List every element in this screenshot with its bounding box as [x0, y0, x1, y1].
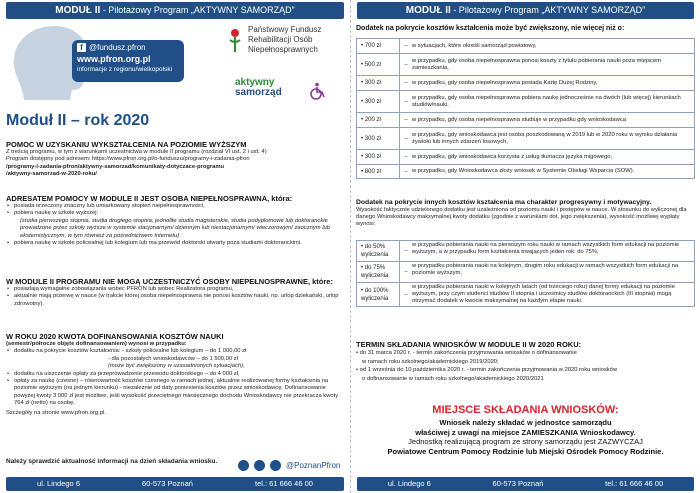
miejsce-line: Jednostką realizującą program ze strony samorządu jest ZAZWYCZAJ	[408, 437, 643, 446]
deadline-section	[356, 340, 695, 383]
amount-desc: w przypadku, gdy wnioskodawca korzysta z usług tłumacza języka migowego,	[412, 153, 613, 160]
program-label: - Pilotażowy Program „AKTYWNY SAMORZĄD”	[102, 5, 295, 15]
section-text-line[interactable]: /aktywny-samorzad-w-2020-roku/	[6, 171, 97, 178]
section-title: W ROKU 2020 KWOTA DOFINANSOWANIA KOSZTÓW NAUKI	[6, 332, 224, 341]
list-item: • dodatku na pokrycie kosztów kształcenia: - szkoły policealne lub kolegium – do 1 000,00 zł	[6, 348, 346, 355]
section-title: ADRESATEM POMOCY W MODULE II JEST OSOBA NIEPEŁNOSPRAWNA, która:	[6, 194, 293, 203]
pfron-logo-icon	[228, 28, 242, 54]
section-subtitle: (semestr/półrocze objęte dofinansowaniem) wynosi w przypadku:	[6, 341, 187, 347]
miejsce-line: właściwej z uwagi na miejsce ZAMIESZKANIA Wnioskodawcy.	[415, 427, 636, 437]
right-header-bar	[357, 2, 694, 19]
section-excluded	[6, 277, 346, 308]
module-label: MODUŁ II	[405, 5, 451, 16]
amount-desc: w przypadku, gdy Wnioskodawca złoży wniosek w Systemie Obsługi Wsparcia (SOW).	[412, 168, 635, 175]
dash: –	[404, 269, 408, 275]
table-row	[356, 90, 695, 112]
list-subitem: - dla pozostałych wnioskodawców – do 1 500,00 zł	[108, 355, 238, 362]
logo-word-samorzad: samorząd	[235, 87, 282, 98]
footer-street: ul. Lindego 6	[387, 479, 431, 488]
program-label: - Pilotażowy Program „AKTYWNY SAMORZĄD”	[453, 5, 646, 15]
facebook-icon[interactable]	[238, 460, 249, 471]
amount-desc: w sytuacjach, które określi samorząd powiatowy,	[412, 42, 537, 49]
dash: –	[404, 80, 408, 86]
deadline-title: TERMIN SKŁADANIA WNIOSKÓW W MODULE II W 2020 ROKU:	[356, 340, 582, 349]
footer-city: 60-573 Poznań	[142, 479, 193, 488]
contact-infobox	[72, 40, 184, 82]
page-title: Moduł II – rok 2020	[6, 112, 150, 129]
section-text-line: Z treścią programu, w tym z warunkami uczestnictwa w module II programu (rozdział VI ust. 2 i ust. 4)	[6, 149, 267, 155]
list-item: • dodatku na uiszczenie opłaty za przeprowadzenie przewodu doktorskiego – do 4 000 zł,	[6, 371, 346, 378]
pct-value: • do 50% wyliczenia	[357, 241, 400, 261]
deadline-text: od 1 września do 10 października 2020 r. - termin zakończenia przyjmowania w 2020 roku wniosków	[359, 367, 618, 373]
pct-desc: w przypadku pobierania nauki w kolejnych latach (od trzeciego roku) danej formy edukacji na poziomie wyższym, przy czym studenci studiów II stopnia i uczestnicy studiów doktoranckich (III stopnia) mogą otrzymać dodatek w kwocie maksymalnej na każdym etapie nauki.	[412, 284, 675, 304]
miejsce-line: Wniosek należy składać w jednostce samorządu	[439, 418, 612, 427]
table-row	[356, 261, 695, 282]
instagram-icon[interactable]	[270, 460, 281, 471]
footer-phone: tel.: 61 666 46 00	[605, 479, 664, 488]
check-info: Należy sprawdzić aktualność informacji na dzień składania wniosku.	[6, 458, 218, 465]
section-text-line[interactable]: Program dostępny pod adresem: https://www.pfron.org.pl/o-funduszu/programy-i-zadania-pfron	[6, 156, 250, 163]
amount-value: • 300 zł	[357, 91, 400, 112]
pfron-line: Rehabilitacji Osób	[248, 35, 313, 44]
miejsce-title: MIEJSCE SKŁADANIA WNIOSKÓW:	[432, 404, 619, 416]
amount-title: Dodatek na pokrycie kosztów kształcenia może być zwiększony, nie więcej niż o:	[356, 25, 625, 32]
section-higher-ed	[6, 140, 346, 179]
right-footer	[357, 477, 694, 491]
pct-desc: w przypadku pobierania nauki na kolejnym, drugim roku edukacji w ramach wszystkich form edukacji na poziomie wyższym,	[412, 263, 679, 276]
dash: –	[404, 154, 408, 160]
region-info: informacje z regionu/wielkopolski	[77, 66, 173, 73]
aktywny-samorzad-logo	[235, 78, 282, 98]
pct-value: • do 100% wyliczenia	[357, 283, 400, 306]
deadline-line: o dofinansowanie w ramach roku szkolnego/akademickiego 2020/2021	[362, 375, 544, 382]
miejsce-line: Powiatowe Centrum Pomocy Rodzinie lub Miejski Ośrodek Pomocy Rodzinie.	[387, 446, 664, 456]
list-item: • aktualnie mają przerwę w nauce (w trakcie której osoba niepełnosprawna nie ponosi kosztów nauki, np. urlop dziekański, urlop zdrowotny).	[6, 293, 346, 308]
social-handle[interactable]: @PoznanPfron	[286, 461, 341, 470]
dash: –	[404, 168, 408, 175]
amount-value: • 500 zł	[357, 54, 400, 75]
amount-desc: w przypadku, gdy osoba niepełnosprawna studiuje w przypadku gdy wnioskodawca	[412, 116, 626, 123]
list-item: • posiadają wymagalne zobowiązania wobec PFRON lub wobec Realizatora programu,	[6, 286, 346, 293]
facebook-icon: f	[77, 43, 86, 52]
amount-desc: w przypadku, gdy osoba niepełnosprawna pobiera naukę jednocześnie na dwóch (lub więcej) kierunkach studiów/nauki,	[412, 94, 681, 108]
footer-street: ul. Lindego 6	[37, 479, 80, 488]
table-row	[356, 53, 695, 75]
left-footer	[6, 477, 344, 491]
pct-title: Dodatek na pokrycie innych kosztów kształcenia ma charakter progresywny i motywacyjny.	[356, 199, 652, 206]
deadline-line: w ramach roku szkolnego/akademickiego 2019/2020;	[362, 358, 499, 365]
dash: –	[404, 135, 408, 142]
list-item: • pobiera naukę w szkole wyższej:	[6, 210, 346, 217]
amount-value: • 300 zł	[357, 128, 400, 149]
miejsce-text	[356, 418, 695, 456]
pct-value: • do 75% wyliczenia	[357, 262, 400, 282]
dash: –	[404, 291, 408, 298]
amount-desc: w przypadku, gdy osoba niepełnosprawna posiada Kartę Dużej Rodziny,	[412, 79, 598, 86]
section-adresat	[6, 194, 346, 247]
social-links	[238, 460, 340, 471]
section-title: POMOC W UZYSKANIU WYKSZTAŁCENIA NA POZIOMIE WYŻSZYM	[6, 140, 247, 149]
amount-desc: w przypadku, gdy wnioskodawca jest osoba poszkodowaną w 2019 lub w 2020 roku w wyniku działania żywiołu lub innych zdarzeń losowych,	[412, 131, 678, 145]
dash: –	[404, 248, 408, 254]
module-label: MODUŁ II	[55, 5, 101, 16]
table-row	[356, 75, 695, 90]
table-row	[356, 112, 695, 127]
footer-city: 60-573 Poznań	[492, 479, 544, 488]
section-title: W MODULE II PROGRAMU NIE MOGĄ UCZESTNICZYĆ OSOBY NIEPEŁNOSPRAWNE, które:	[6, 277, 333, 286]
wheelchair-icon	[308, 82, 326, 100]
pfron-line: Niepełnosprawnych	[248, 45, 318, 54]
amount-desc: w przypadku, gdy osoba niepełnosprawna ponosi koszty z tytułu pobierania nauki poza miejscem zamieszkania,	[412, 57, 662, 71]
pfron-line: Państwowy Fundusz	[248, 25, 322, 34]
more-info: Szczegóły na stronie www.pfron.org.pl.	[6, 409, 106, 416]
amount-value: • 300 zł	[357, 150, 400, 164]
twitter-icon[interactable]	[254, 460, 265, 471]
amount-value: • 300 zł	[357, 76, 400, 90]
dash: –	[404, 98, 408, 105]
section-text-line[interactable]: /programy-i-zadania-pfron/aktywny-samorzad/komunikaty-dotyczace-programu	[6, 163, 225, 170]
amount-value: • 200 zł	[357, 113, 400, 127]
logo-word-aktywny: aktywny	[235, 77, 275, 88]
list-item: • opłaty za naukę (czesne) – równowartość kosztów czesnego w ramach jednej, aktualnie realizowanej formy kształcenia na poziomie wyższym (na jednym kierunku) - niezależnie od daty poniesienia kosztów przez wnioskodawcę. Dofinansowanie powyżej kwoty 3 000 zł jest możliwe, jeśli wysokość przeciętnego miesięcznego dochodu Wnioskodawcy nie przekracza kwoty 764 zł (netto) na osobę.	[6, 378, 346, 408]
amount-value: • 700 zł	[357, 39, 400, 53]
table-row	[356, 164, 695, 179]
amount-value: • 800 zł	[357, 165, 400, 178]
amount-table	[356, 38, 695, 179]
table-row	[356, 127, 695, 149]
pct-table	[356, 240, 695, 307]
list-item: • posiada orzeczony znaczny lub umiarkowany stopień niepełnosprawności,	[6, 203, 346, 210]
pct-section	[356, 198, 695, 229]
pct-text: Wysokość faktycznie udzielonego dodatku jest uzależniona od poziomu nauki i postępów w nauce. W stosunku do wyliczonej dla danego Wnioskodawcy maksymalnej kwoty dodatku (zgodnie z warunkami dot. jego zwiększenia), wysokość możliwej wypłaty wynosi:	[356, 207, 687, 228]
table-row	[356, 149, 695, 164]
dash: –	[404, 117, 408, 123]
list-subitem: (może być zwiększony w uzasadnionych sytuacjach),	[108, 363, 245, 370]
section-amounts	[6, 332, 346, 417]
dash: –	[404, 43, 408, 49]
table-row	[356, 38, 695, 53]
facebook-handle[interactable]: @fundusz.pfron	[89, 43, 146, 52]
table-row	[356, 282, 695, 307]
footer-phone: tel.: 61 666 46 00	[254, 479, 313, 488]
deadline-line: • do 31 marca 2020 r. - termin zakończenia przyjmowania wniosków o dofinansowanie	[356, 350, 577, 356]
studies-note: (studia pierwszego stopnia, studia drugiego stopnia, jednolite studia magisterskie, studia podyplomowe lub doktoranckie prowadzone przez szkoły wyższe w systemie stacjonarnym/ dziennym lub niestacjonarnym/ wieczorowym/ zaocznym lub eksternistycznym, w tym również za pośrednictwem Internetu)	[20, 217, 330, 239]
list-item: • pobiera naukę w szkole policealnej lub kolegium lub ma przewód doktorski otwarty poza studiami doktoranckimi.	[6, 240, 346, 247]
deadline-text: do 31 marca 2020 r. - termin zakończenia przyjmowania wniosków o dofinansowanie	[359, 350, 577, 356]
pct-desc: w przypadku pobierania nauki na pierwszym roku nauki w ramach wszystkich form edukacji na poziomie wyższym, a w przypadku form kształcenia trwających jeden rok: do 75%,	[412, 242, 680, 255]
dash: –	[404, 61, 408, 68]
deadline-line: • od 1 września do 10 października 2020 r. - termin zakończenia przyjmowania w 2020 roku wniosków	[356, 367, 618, 373]
right-column	[350, 0, 700, 493]
website-link[interactable]: www.pfron.org.pl	[77, 54, 151, 64]
table-row	[356, 240, 695, 261]
left-header-bar	[6, 2, 344, 19]
